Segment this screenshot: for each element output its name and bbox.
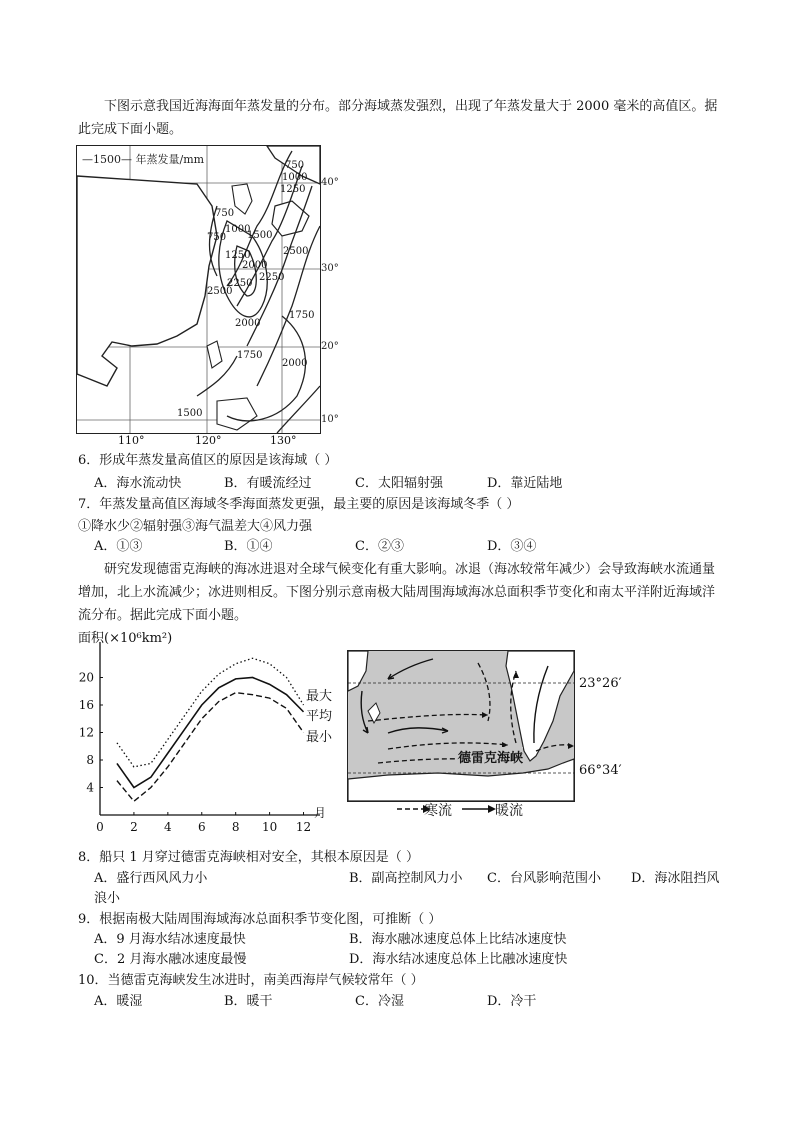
question-7-stem: 7．年蒸发量高值区海域冬季海面蒸发更强，最主要的原因是该海域冬季（ ） <box>78 497 520 512</box>
q9-option-d[interactable]: D．海水结冰速度总体上比融冰速度快 <box>349 952 568 967</box>
q9-option-a[interactable]: A．9 月海水结冰速度最快 <box>94 932 246 947</box>
q6-option-d[interactable]: D．靠近陆地 <box>487 476 563 491</box>
q7-option-b[interactable]: B．①④ <box>224 539 273 554</box>
q9-option-b[interactable]: B．海水融冰速度总体上比结冰速度快 <box>349 932 567 947</box>
evaporation-map-svg <box>77 146 339 433</box>
q7-option-a[interactable]: A．①③ <box>94 539 143 554</box>
q8-option-a[interactable]: A．盛行西风风力小 <box>94 871 208 886</box>
isoline-label: 1000 <box>225 224 251 235</box>
intro-paragraph-2: 研究发现德雷克海峡的海冰进退对全球气候变化有重大影响。冰退（海冰较常年减少）会导致海峡水流通量增加，北上水流减少；冰进则相反。下图分别示意南极大陆周围海域海冰总面积季节变化和南太平洋附近海域洋流分布。据此完成下面小题。 <box>78 562 716 623</box>
chart-xlabel: 月 <box>314 806 327 820</box>
y-tick-label: 20 <box>78 670 94 685</box>
y-tick-label: 4 <box>86 780 94 795</box>
isoline-label: 2250 <box>227 278 253 289</box>
sea-ice-chart <box>72 622 334 840</box>
question-7-sub: ①降水少②辐射强③海气温差大④风力强 <box>78 519 313 534</box>
isoline-label: 1500 <box>247 230 273 241</box>
y-tick-label: 8 <box>86 753 94 767</box>
lon-label: 130° <box>270 434 297 447</box>
isoline-label: 2500 <box>283 246 309 257</box>
intro-paragraph-1: 下图示意我国近海海面年蒸发量的分布。部分海域蒸发强烈，出现了年蒸发量大于 2000 毫米的高值区。据此完成下面小题。 <box>78 99 718 137</box>
q7-option-c[interactable]: C．②③ <box>355 539 404 554</box>
series-line-3 <box>117 693 304 802</box>
isoline-label: 2500 <box>207 286 233 297</box>
map2-lat-tropic: 23°26′ <box>579 676 622 691</box>
q8-option-d[interactable]: D．海冰阻挡风 <box>631 871 720 886</box>
warm-current-legend-icon <box>460 800 500 818</box>
q9-option-c[interactable]: C．2 月海水融冰速度最慢 <box>94 952 247 967</box>
question-9-stem: 9．根据南极大陆周围海域海冰总面积季节变化图，可推断（ ） <box>78 912 442 927</box>
cold-current-legend-label: 寒流 <box>424 803 452 819</box>
evaporation-map <box>76 145 339 434</box>
ocean-current-svg <box>348 651 574 801</box>
x-tick-label: 4 <box>164 820 172 834</box>
y-tick-label: 16 <box>78 698 94 712</box>
q10-option-b[interactable]: B．暖干 <box>224 994 273 1009</box>
series-label: 最小 <box>306 730 333 745</box>
lat-label: 20° <box>321 341 339 352</box>
isoline-label: 750 <box>207 232 227 243</box>
isoline-label: 750 <box>285 160 305 171</box>
x-tick-label: 12 <box>295 820 312 834</box>
question-6-stem: 6．形成年蒸发量高值区的原因是该海域（ ） <box>78 453 338 468</box>
q6-option-b[interactable]: B．有暖流经过 <box>224 476 312 491</box>
q10-option-a[interactable]: A．暖湿 <box>94 994 143 1009</box>
isoline-label: 2000 <box>282 358 308 369</box>
y-tick-label: 12 <box>78 725 94 740</box>
x-tick-label: 2 <box>130 820 138 834</box>
series-label: 平均 <box>306 709 333 724</box>
map1-legend: —1500— 年蒸发量/mm <box>82 153 205 166</box>
question-10-stem: 10．当德雷克海峡发生冰进时，南美西海岸气候较常年（ ） <box>78 973 424 988</box>
isoline-label: 2250 <box>259 272 285 283</box>
series-line-1 <box>117 658 304 767</box>
question-8-stem: 8．船只 1 月穿过德雷克海峡相对安全，其根本原因是（ ） <box>78 850 419 865</box>
lat-label: 10° <box>321 414 339 425</box>
ocean-current-map <box>347 650 575 802</box>
x-tick-label: 10 <box>261 820 278 834</box>
q10-option-d[interactable]: D．冷干 <box>487 994 537 1009</box>
isoline-label: 1250 <box>225 250 251 261</box>
x-tick-label: 6 <box>197 820 206 834</box>
lon-label: 110° <box>118 434 145 447</box>
q6-option-c[interactable]: C．太阳辐射强 <box>355 476 443 491</box>
q10-option-c[interactable]: C．冷湿 <box>355 994 404 1009</box>
map2-lat-antarctic: 66°34′ <box>579 763 622 778</box>
series-label: 最大 <box>306 689 333 704</box>
isoline-label: 1000 <box>282 172 308 183</box>
q7-option-d[interactable]: D．③④ <box>487 539 537 554</box>
q8-option-c[interactable]: C．台风影响范围小 <box>487 871 601 886</box>
lat-label: 40° <box>321 177 339 188</box>
q6-option-a[interactable]: A．海水流动快 <box>94 476 182 491</box>
q8-option-d-wrap: 浪小 <box>94 891 121 906</box>
lat-label: 30° <box>321 263 339 274</box>
drake-strait-label: 德雷克海峡 <box>458 747 523 766</box>
series-line-2 <box>117 678 304 788</box>
isoline-label: 1500 <box>177 408 203 419</box>
q8-option-b[interactable]: B．副高控制风力小 <box>349 871 463 886</box>
x-tick-label: 8 <box>231 820 240 834</box>
chart-ylabel: 面积(×10⁶km²) <box>78 631 173 646</box>
isoline-label: 2000 <box>242 260 268 271</box>
isoline-label: 1750 <box>289 310 315 321</box>
warm-current-legend-label: 暖流 <box>495 803 523 819</box>
isoline-label: 750 <box>215 208 235 219</box>
isoline-label: 1750 <box>237 350 263 361</box>
lon-label: 120° <box>195 434 222 447</box>
isoline-label: 1250 <box>280 184 306 195</box>
isoline-label: 2000 <box>235 318 261 329</box>
x-tick-label: 0 <box>96 820 104 834</box>
